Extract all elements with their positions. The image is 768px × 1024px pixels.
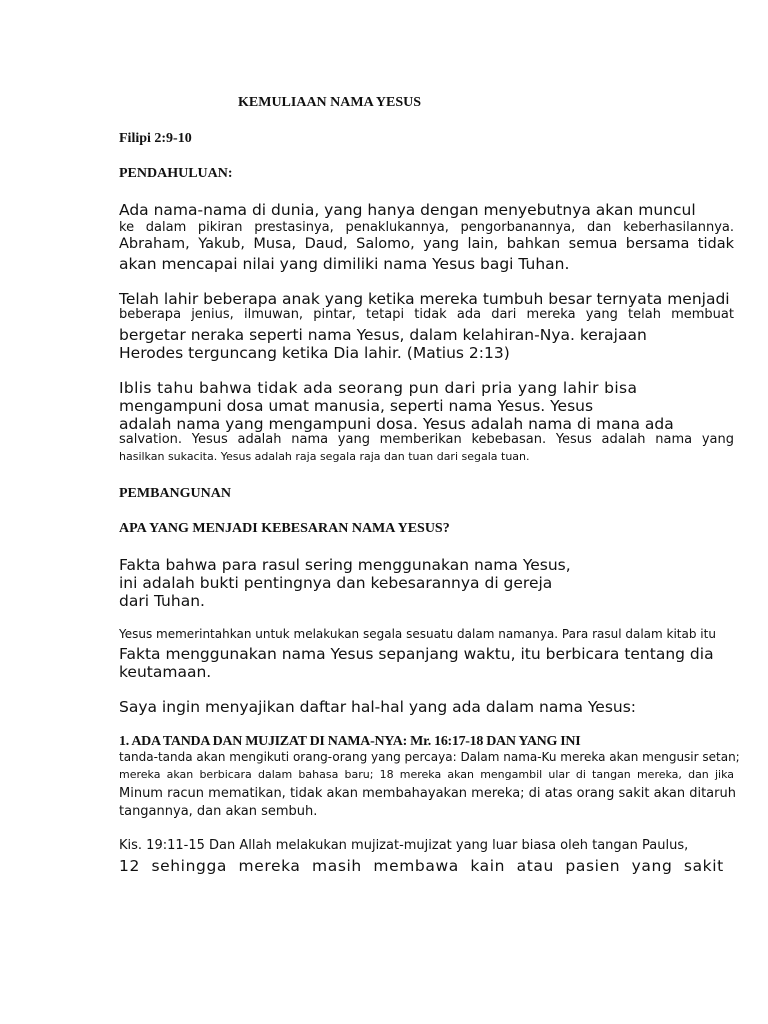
p3-line-5: hasilkan sukacita. Yesus adalah raja segala raja dan tuan dari segala tuan.	[119, 450, 530, 463]
p1-line-3: Abraham, Yakub, Musa, Daud, Salomo, yang lain, bahkan semua bersama tidak	[119, 236, 734, 252]
p4-line-1: Fakta bahwa para rasul sering menggunakan nama Yesus,	[119, 556, 571, 574]
point1-line-1: tanda-tanda akan mengikuti orang-orang yang percaya: Dalam nama-Ku mereka akan mengusir setan;	[119, 750, 740, 764]
p7-line-1: Kis. 19:11-15 Dan Allah melakukan mujizat-mujizat yang luar biasa oleh tangan Paulus,	[119, 838, 689, 853]
p2-line-3: bergetar neraka seperti nama Yesus, dalam kelahiran-Nya. kerajaan	[119, 326, 647, 344]
intro-heading: PENDAHULUAN:	[119, 166, 233, 181]
p4-line-2: ini adalah bukti pentingnya dan kebesarannya di gereja	[119, 574, 553, 592]
p2-line-1: Telah lahir beberapa anak yang ketika mereka tumbuh besar ternyata menjadi	[119, 290, 730, 308]
p2-line-4: Herodes terguncang ketika Dia lahir. (Matius 2:13)	[119, 344, 510, 362]
point1-line-4: tangannya, dan akan sembuh.	[119, 804, 318, 819]
p1-line-1: Ada nama-nama di dunia, yang hanya dengan menyebutnya akan muncul	[119, 201, 696, 219]
p6-line: Saya ingin menyajikan daftar hal-hal yang ada dalam nama Yesus:	[119, 698, 637, 716]
p4-line-3: dari Tuhan.	[119, 592, 205, 610]
p3-line-2: mengampuni dosa umat manusia, seperti nama Yesus. Yesus	[119, 397, 594, 415]
p5-line-2: Fakta menggunakan nama Yesus sepanjang waktu, itu berbicara tentang dia	[119, 645, 714, 663]
p3-line-3: adalah nama yang mengampuni dosa. Yesus adalah nama di mana ada	[119, 415, 674, 433]
p1-line-4: akan mencapai nilai yang dimiliki nama Yesus bagi Tuhan.	[119, 255, 570, 273]
document-title: KEMULIAAN NAMA YESUS	[238, 95, 422, 110]
point1-line-2: mereka akan berbicara dalam bahasa baru; 18 mereka akan mengambil ular di tangan mereka, dan jika	[119, 768, 734, 781]
p5-line-1: Yesus memerintahkan untuk melakukan segala sesuatu dalam namanya. Para rasul dalam kitab itu	[119, 627, 716, 641]
point1-line-3: Minum racun mematikan, tidak akan membahayakan mereka; di atas orang sakit akan ditaruh	[119, 786, 736, 801]
body-heading: PEMBANGUNAN	[119, 486, 231, 501]
bible-reference: Filipi 2:9-10	[119, 131, 192, 146]
p3-line-1: Iblis tahu bahwa tidak ada seorang pun dari pria yang lahir bisa	[119, 379, 638, 397]
p5-line-3: keutamaan.	[119, 663, 212, 681]
question-heading: APA YANG MENJADI KEBESARAN NAMA YESUS?	[119, 521, 450, 536]
point1-heading: 1. ADA TANDA DAN MUJIZAT DI NAMA-NYA: Mr. 16:17-18 DAN YANG INI	[119, 734, 581, 749]
p1-line-2: ke dalam pikiran prestasinya, penaklukannya, pengorbanannya, dan keberhasilannya.	[119, 220, 734, 235]
p7-line-2: 12 sehingga mereka masih membawa kain atau pasien yang sakit	[119, 857, 724, 875]
p3-line-4: salvation. Yesus adalah nama yang memberikan kebebasan. Yesus adalah nama yang	[119, 432, 734, 447]
p2-line-2: beberapa jenius, ilmuwan, pintar, tetapi tidak ada dari mereka yang telah membuat	[119, 307, 734, 322]
